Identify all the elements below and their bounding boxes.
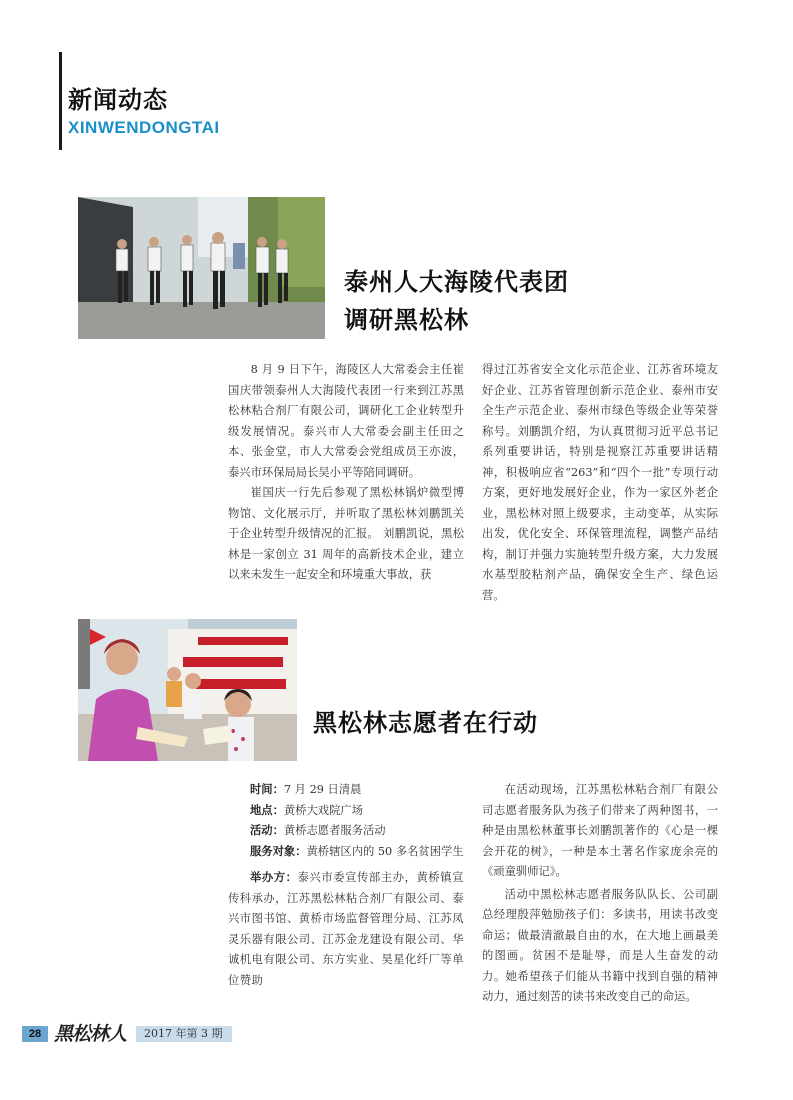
article1-photo: [78, 197, 325, 339]
article2-paragraph: 在活动现场，江苏黑松林粘合剂厂有限公司志愿者服务队为孩子们带来了两种图书，一种是由黑松林董事长刘鹏凯著作的《心是一棵会开花的树》，一种是本土著名作家庞余亮的《顽童驯师记》。: [482, 783, 718, 878]
article1-column2: [482, 360, 718, 606]
event-organizer: 举办方：泰兴市委宣传部主办，黄桥镇宣传科承办，江苏黑松林粘合剂厂有限公司、泰兴市图书馆、黄桥市场监督管理分局、江苏凤灵乐器有限公司、江苏金龙建设有限公司、华诚机电有限公司、东方实业、昊星化纤厂等单位赞助: [228, 871, 464, 987]
article1-column1: [228, 360, 464, 586]
article1-title-line2: 调研黑松林: [344, 305, 469, 334]
article2-title: 黑松林志愿者在行动: [313, 708, 538, 737]
page-number: 28: [22, 1026, 48, 1042]
event-place: 地点：黄桥大戏院广场: [250, 803, 363, 817]
article1-paragraph: 崔国庆一行先后参观了黑松林锅炉微型博物馆、文化展示厅，并听取了黑松林刘鹏凯关于企业转型升级情况的汇报。 刘鹏凯说，黑松林是一家创立 31 周年的高新技术企业，建立以来未发生一起安全和环境重大事故，获: [228, 486, 464, 581]
section-subtitle: XINWENDONGTAI: [68, 118, 220, 137]
article1-paragraph: 8 月 9 日下午，海陵区人大常委会主任崔国庆带领泰州人大海陵代表团一行来到江苏黑松林粘合剂厂有限公司，调研化工企业转型升级发展情况。泰兴市人大常委会副主任田之本、张金堂，市人大常委会党组成员王亦波，泰兴市环保局局长吴小平等陪同调研。: [228, 363, 464, 479]
issue-label: 2017 年第 3 期: [136, 1026, 232, 1042]
article2-event-info: [228, 780, 464, 991]
header-accent-bar: [59, 52, 62, 150]
article2-paragraph: 活动中黑松林志愿者服务队队长、公司副总经理殷萍勉励孩子们：多读书，用读书改变命运；做最清澈最自由的水，在大地上画最美的图画。贫困不是耻辱，而是人生奋发的动力。她希望孩子们能从书籍中找到自强的精神动力，通过刻苦的读书来改变自己的命运。: [482, 887, 718, 1003]
article1-title: [344, 263, 569, 339]
section-title: 新闻动态: [68, 86, 168, 114]
article2-photo: [78, 619, 297, 761]
article1-paragraph: 得过江苏省安全文化示范企业、江苏省环境友好企业、江苏省管理创新示范企业、泰州市安全生产示范企业、泰州市绿色等级企业等荣誉称号。刘鹏凯介绍，为认真贯彻习近平总书记系列重要讲话，特别是视察江苏重要讲话精神，积极响应省“263”和“四个一批”专项行动方案，更好地发展好企业，作为一家区外老企业，黑松林对照上级要求，主动变革，从实际出发，优化安全、环保管理流程，调整产品结构，制订并强力实施转型升级方案，大力发展水基型胶粘剂产品，确保安全生产、绿色运营。: [482, 363, 718, 602]
event-activity: 活动：黄桥志愿者服务活动: [250, 824, 386, 837]
article2-column2: [482, 780, 718, 1008]
event-target: 服务对象：黄桥辖区内的 50 多名贫困学生: [250, 844, 464, 858]
article1-title-line1: 泰州人大海陵代表团: [344, 267, 569, 296]
magazine-logo: 黑松林人: [54, 1023, 127, 1045]
event-time: 时间：7 月 29 日清晨: [250, 783, 362, 796]
